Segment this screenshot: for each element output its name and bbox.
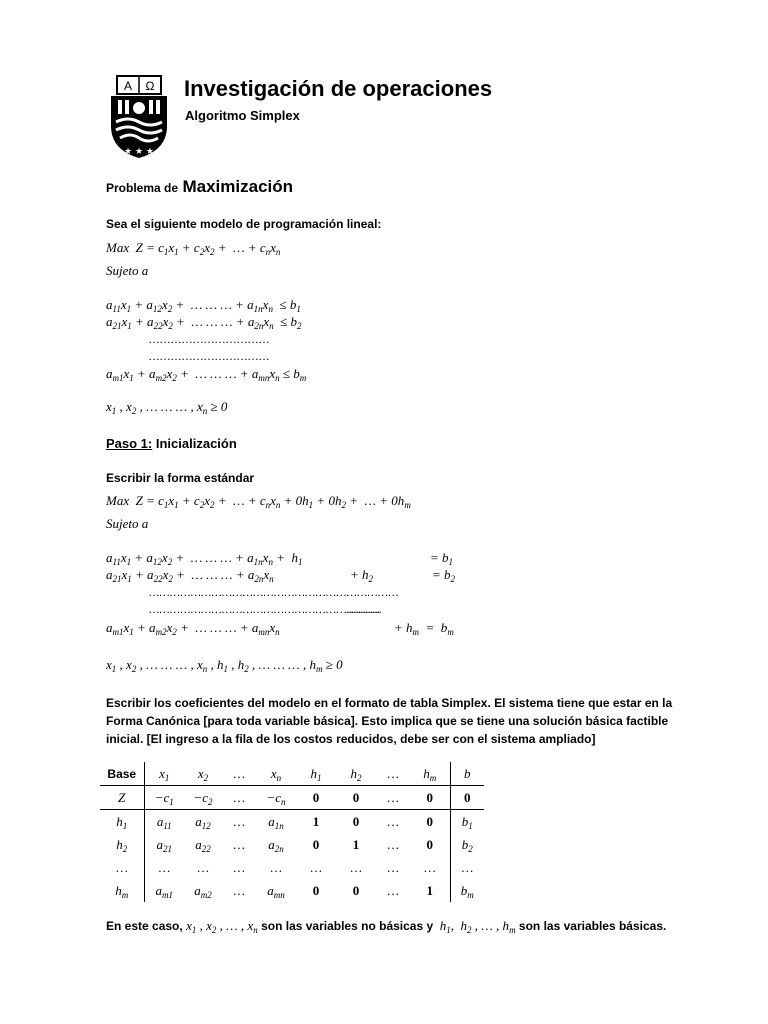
standard-subject-to: Sujeto a [106,516,149,531]
cell: 1 [352,836,360,852]
cell: … [115,859,129,875]
standard-rhs-1: = $b_1$ [430,550,454,567]
header-b: b [450,762,484,786]
standard-constraint-2: $a_{21}x_1 + a_{22}x_2$ + … … … + $a_{2n}x_n$ [106,567,274,584]
cell: $h_1$ [116,813,128,831]
standard-rhs-2: = $b_2$ [432,567,456,584]
standard-dots-1: ……………………………………………………………… [148,585,398,599]
model-intro: Sea el siguiente modelo de programación lineal: [106,217,382,231]
cell: 0 [312,836,320,852]
cell: … [196,859,210,875]
step1-heading [106,436,237,451]
cell: $h_2$ [116,836,128,854]
cell: $a_{mn}$ [267,882,285,900]
header-ellipsis: … [222,762,256,786]
table-header-row [100,762,484,786]
cell: 0 [426,836,433,852]
cell: $a_{21}$ [144,833,184,856]
page-subtitle: Algoritmo Simplex [185,108,300,123]
basic-vars: $h_1$, $h_2$ , … , $h_m$ [436,918,516,935]
cell: $a_{2n}$ [268,836,284,854]
cell-z: Z [100,786,144,810]
standard-slack-2: + $h_2$ [350,567,374,584]
cell: … [222,786,256,810]
closing-prefix: En este caso, [106,919,183,933]
standard-nonnegativity: $x_1$ , $x_2$ , … … … , $x_n$ , $h_1$ , $h_2$ , … … … , $h_m \ge 0$ [106,657,343,674]
cell: $a_{22}$ [195,836,211,854]
university-crest-logo [108,74,170,160]
step1-title: Inicialización [155,436,237,451]
cell: … [232,882,246,898]
cell: … [450,856,484,879]
cell: 0 [450,786,484,810]
simplex-tableau [100,762,484,902]
header-base: Base [100,762,144,786]
standard-slack-m: + $h_m = b_m$ [394,620,454,637]
closing-middle: son las variables no básicas y [261,919,434,933]
table-row-h1 [100,810,484,834]
cell: … [386,882,400,898]
constraint-1: $a_{11}x_1 + a_{12}x_2$ + … … … + $a_{1n}x_n \le b_1$ [106,297,301,314]
cell: $-c_2$ [184,786,222,810]
header-ellipsis: … [376,762,410,786]
cell: … [232,836,246,852]
standard-constraint-m: $a_{m1}x_1 + a_{m2}x_2$ + … … … + $a_{mn}x_n$ [106,620,280,637]
standard-dots-2: ………………………………………………….................... [148,602,381,616]
cell: … [309,859,323,875]
table-row-h2 [100,833,484,856]
constraint-dots-1: …………………………… [148,332,269,346]
cell: 1 [312,813,320,829]
cell: … [423,859,437,875]
crest-letter-omega: Ω [145,79,155,93]
cell: $a_{12}$ [195,813,211,831]
cell: $b_1$ [450,810,484,834]
problem-prefix: Problema de [106,181,179,195]
cell: … [232,813,246,829]
cell: $-c_1$ [144,786,184,810]
cell: $-c_n$ [256,786,296,810]
subject-to-label: Sujeto a [106,263,149,278]
cell: $a_{m2}$ [194,882,212,900]
header-h2: $h_2$ [336,762,376,786]
page-title: Investigación de operaciones [184,76,493,101]
cell: 0 [352,882,360,898]
cell: … [376,786,410,810]
cell: 0 [296,786,336,810]
cell: $a_{m1}$ [144,879,184,902]
cell: $h_m$ [115,882,129,900]
cell: 1 [426,882,433,898]
problem-heading [106,177,293,197]
table-row-ellipsis [100,856,484,879]
header-hm: $h_m$ [410,762,450,786]
cell: 0 [352,813,360,829]
cell: … [232,859,246,875]
standard-objective: Max $Z = c_1x_1 + c_2x_2$ + … + $c_nx_n + 0h_1 + 0h_2$ + … + $0h_m$ [106,493,411,510]
cell: $b_2$ [450,833,484,856]
cell: … [144,856,184,879]
constraint-2: $a_{21}x_1 + a_{22}x_2$ + … … … + $a_{2n}x_n \le b_2$ [106,314,302,331]
paragraph-line-2: Forma Canónica [para toda variable básica]. Esto implica que se tiene una solución básica factible [106,714,669,728]
nonbasic-vars: $x_1$ , $x_2$ , … , $x_n$ [186,918,258,935]
objective-function: Max $Z = c_1x_1 + c_2x_2$ + … + $c_nx_n$ [106,240,281,257]
paragraph-line-3: inicial. [El ingreso a la fila de los costos reducidos, debe ser con el sistema ampliado] [106,732,596,746]
header-x1: $x_1$ [144,762,184,786]
cell: 0 [410,786,450,810]
header-x2: $x_2$ [184,762,222,786]
svg-text:★ ★ ★: ★ ★ ★ [124,147,154,157]
closing-sentence [106,918,666,934]
cell: $a_{1n}$ [268,813,284,831]
cell: … [386,859,400,875]
nonnegativity: $x_1$ , $x_2$ , … … … , $x_n \ge 0$ [106,399,228,416]
closing-suffix: son las variables básicas. [518,919,667,933]
standard-constraint-1: $a_{11}x_1 + a_{12}x_2$ + … … … + $a_{1n}x_n + h_1$ [106,550,303,567]
cell: 0 [426,813,433,829]
table-row-z [100,786,484,810]
crest-letter-alpha: A [123,79,133,93]
standard-form-label: Escribir la forma estándar [106,471,255,485]
paragraph-line-1: Escribir los coeficientes del modelo en el formato de tabla Simplex. El sistema tiene que estar en la [106,696,673,710]
cell: 0 [336,786,376,810]
problem-kind: Maximización [182,177,294,196]
cell: … [386,836,400,852]
header-h1: $h_1$ [296,762,336,786]
constraint-m: $a_{m1}x_1 + a_{m2}x_2$ + … … … + $a_{mn}x_n \le b_m$ [106,366,307,383]
cell: $b_m$ [450,879,484,902]
cell: 0 [312,882,320,898]
cell: … [386,813,400,829]
step1-label: Paso 1: [106,436,153,451]
constraint-dots-2: …………………………… [148,349,269,363]
cell: $a_{11}$ [144,810,184,834]
header-xn: $x_n$ [256,762,296,786]
table-row-hm [100,879,484,902]
cell: … [269,859,283,875]
cell: … [349,859,363,875]
